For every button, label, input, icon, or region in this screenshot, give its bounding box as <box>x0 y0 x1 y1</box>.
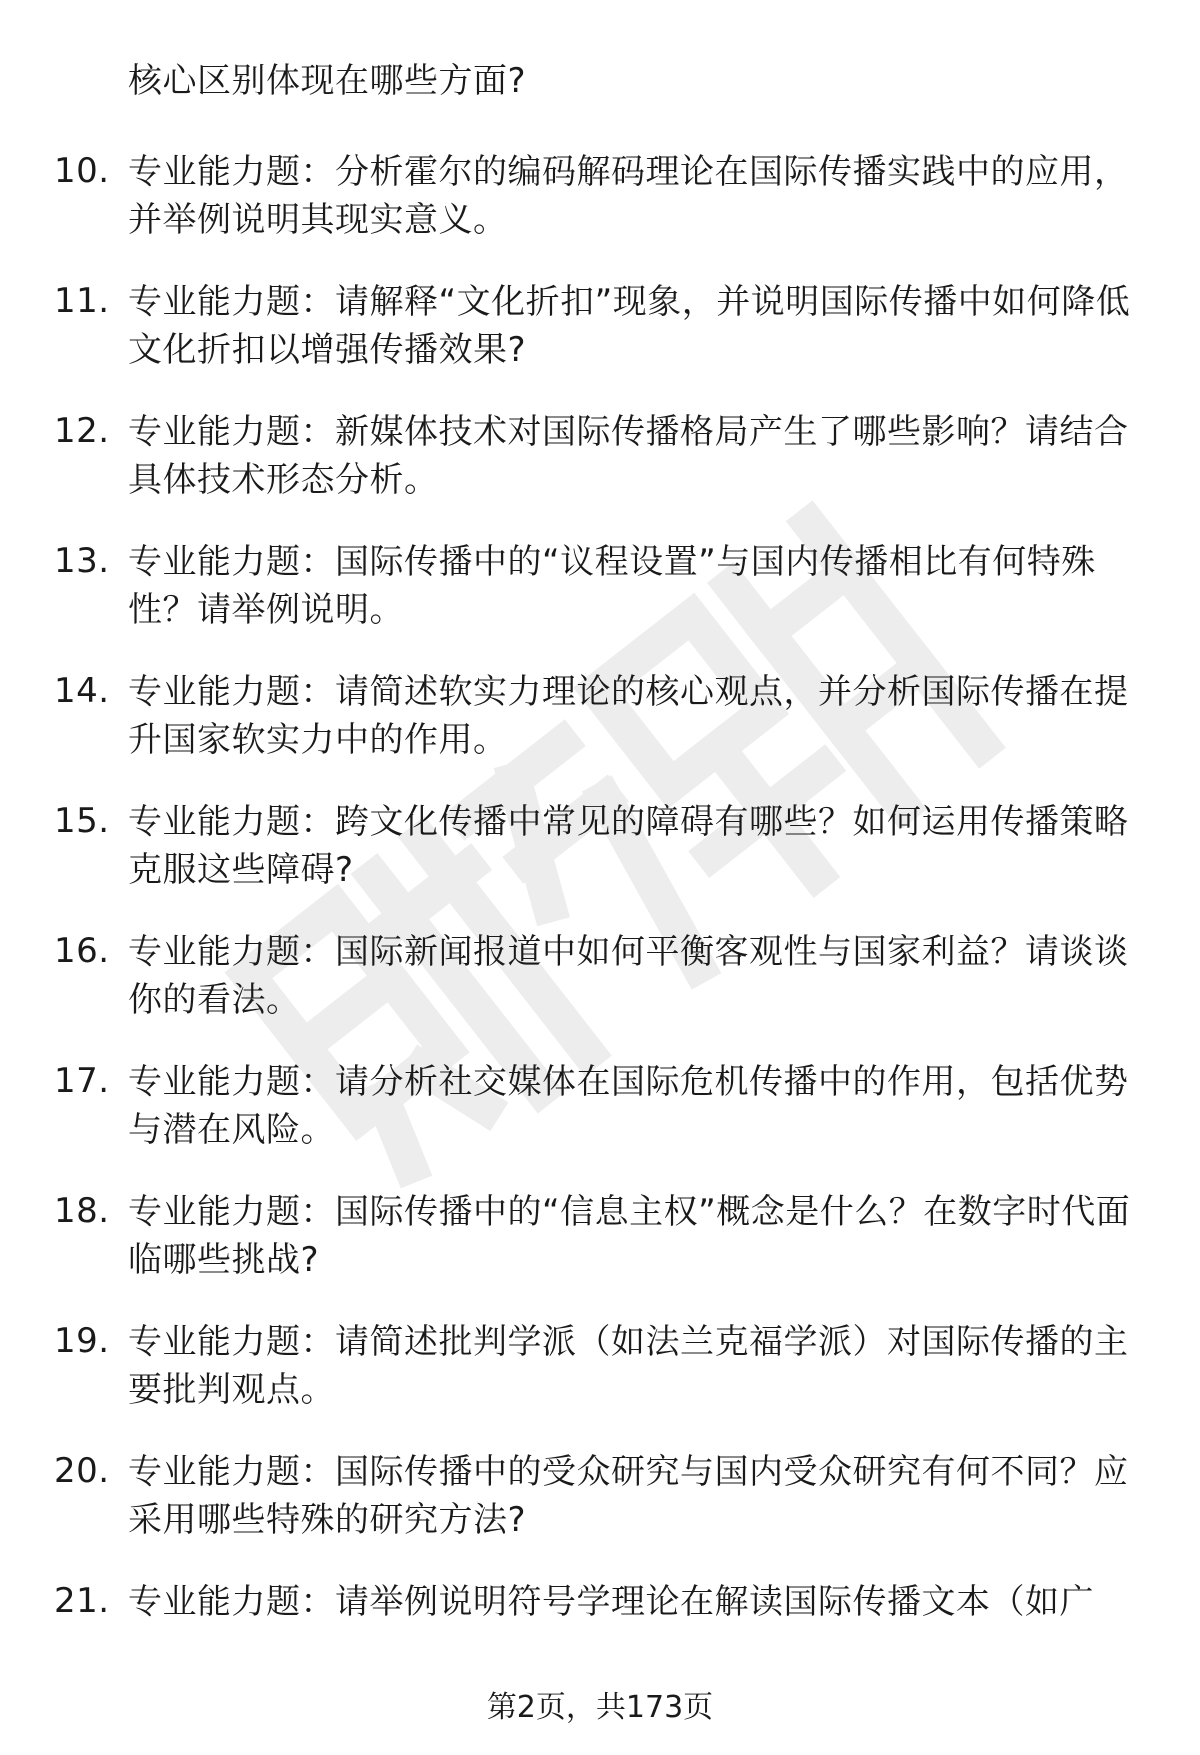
question-item <box>0 530 1200 660</box>
question-number: 11. <box>54 281 110 321</box>
continued-question-text: 核心区别体现在哪些方面? <box>128 61 527 101</box>
question-item <box>0 140 1200 270</box>
question-item <box>0 1180 1200 1310</box>
question-text: 专业能力题：请举例说明符号学理论在解读国际传播文本（如广 <box>128 1582 1094 1622</box>
question-text: 专业能力题：国际新闻报道中如何平衡客观性与国家利益？请谈谈你的看法。 <box>128 932 1129 1020</box>
question-item <box>0 400 1200 530</box>
question-number: 21. <box>54 1581 110 1621</box>
question-number: 15. <box>54 801 110 841</box>
question-text: 专业能力题：跨文化传播中常见的障碍有哪些？如何运用传播策略克服这些障碍? <box>128 802 1129 890</box>
question-text: 专业能力题：新媒体技术对国际传播格局产生了哪些影响？请结合具体技术形态分析。 <box>128 412 1129 500</box>
question-text: 专业能力题：请分析社交媒体在国际危机传播中的作用，包括优势与潜在风险。 <box>128 1062 1129 1150</box>
question-text: 专业能力题：请简述软实力理论的核心观点，并分析国际传播在提升国家软实力中的作用。 <box>128 672 1129 760</box>
question-list <box>0 140 1200 1700</box>
question-text: 专业能力题：请解释“文化折扣”现象，并说明国际传播中如何降低文化折扣以增强传播效果? <box>128 282 1131 370</box>
question-text: 专业能力题：请简述批判学派（如法兰克福学派）对国际传播的主要批判观点。 <box>128 1322 1129 1410</box>
question-item <box>0 1440 1200 1570</box>
question-text: 专业能力题：国际传播中的“议程设置”与国内传播相比有何特殊性？请举例说明。 <box>128 542 1096 630</box>
question-number: 17. <box>54 1061 110 1101</box>
question-item <box>0 920 1200 1050</box>
question-item <box>0 1310 1200 1440</box>
question-text: 专业能力题：分析霍尔的编码解码理论在国际传播实践中的应用，并举例说明其现实意义。 <box>128 152 1129 240</box>
question-number: 12. <box>54 411 110 451</box>
question-item <box>0 1050 1200 1180</box>
question-item <box>0 1570 1200 1700</box>
question-number: 20. <box>54 1451 110 1491</box>
question-number: 14. <box>54 671 110 711</box>
question-text: 专业能力题：国际传播中的“信息主权”概念是什么？在数字时代面临哪些挑战? <box>128 1192 1131 1280</box>
question-number: 18. <box>54 1191 110 1231</box>
question-number: 16. <box>54 931 110 971</box>
question-item <box>0 660 1200 790</box>
question-item <box>0 270 1200 400</box>
question-number: 13. <box>54 541 110 581</box>
page-footer: 第2页，共173页 <box>486 1690 714 1725</box>
question-text: 专业能力题：国际传播中的受众研究与国内受众研究有何不同？应采用哪些特殊的研究方法? <box>128 1452 1129 1540</box>
question-item <box>0 790 1200 920</box>
question-number: 10. <box>54 151 110 191</box>
question-number: 19. <box>54 1321 110 1361</box>
